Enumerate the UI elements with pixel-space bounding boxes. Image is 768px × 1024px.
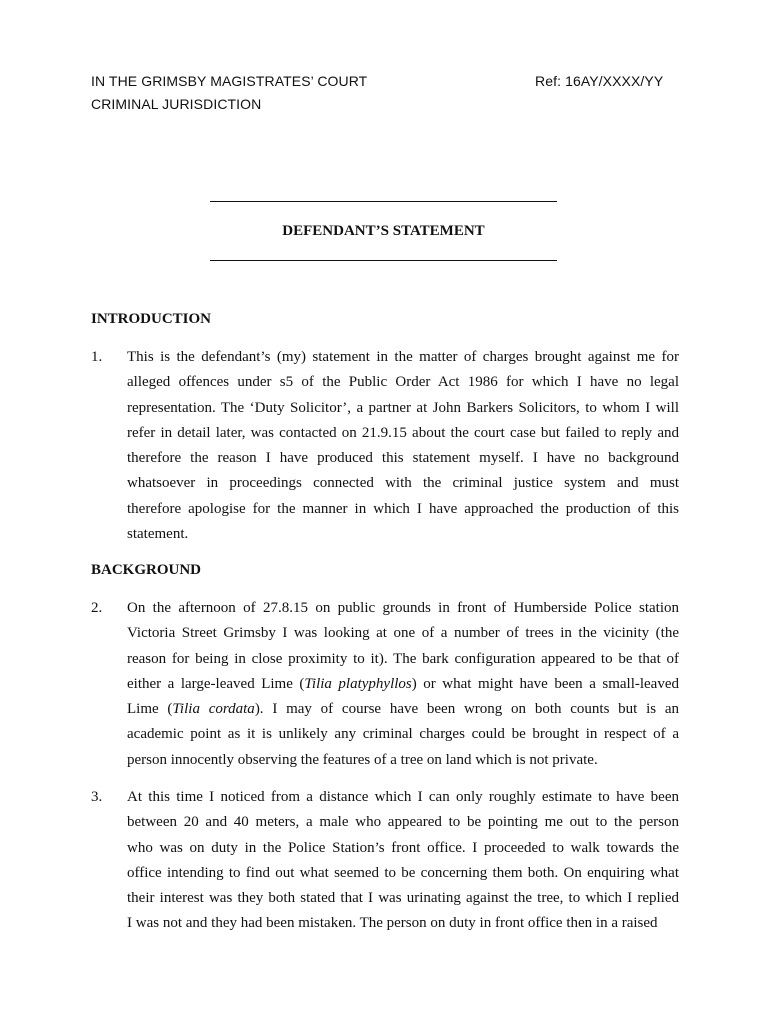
species-name: Tilia cordata [172,701,255,718]
jurisdiction: CRIMINAL JURISDICTION [91,96,262,112]
section-heading-background: BACKGROUND [91,562,202,578]
paragraph-line: Lime (Tilia cordata). I may of course have been wrong on both counts but is an [127,701,680,718]
paragraph-line: who was on duty in the Police Station’s front office. I proceeded to walk towards the [127,839,679,856]
paragraph-line: academic point as it is unlikely any criminal charges could be brought in respect of a [127,726,679,743]
court-name: IN THE GRIMSBY MAGISTRATES’ COURT [91,73,368,89]
paragraph-line: person innocently observing the features of a tree on land which is not private. [127,751,598,768]
paragraph-text [127,596,679,773]
paragraph-text [127,345,679,547]
paragraph-text [127,785,679,937]
paragraph-line: therefore the reason I have produced this statement myself. I have no background [127,450,679,467]
paragraph-line: whatsoever in proceedings connected with the criminal justice system and must [127,475,679,492]
paragraph-line: office intending to find out what seemed to be concerning them both. On enquiring what [127,864,679,881]
paragraph-line: I was not and they had been mistaken. The person on duty in front office then in a raised [127,915,658,932]
case-reference: Ref: 16AY/XXXX/YY [535,73,664,89]
paragraph-line: This is the defendant’s (my) statement in the matter of charges brought against me for [127,349,679,365]
paragraph-line: On the afternoon of 27.8.15 on public grounds in front of Humberside Police station [127,600,679,616]
paragraph-line: refer in detail later, was contacted on 21.9.15 about the court case but failed to reply and [127,424,679,441]
paragraph-line: reason for being in close proximity to it). The bark configuration appeared to be that of [127,650,679,667]
species-name: Tilia platyphyllos [304,675,412,692]
paragraph-line: between 20 and 40 meters, a male who appeared to be pointing me out to the person [127,814,679,831]
paragraph-line: At this time I noticed from a distance which I can only roughly estimate to have been [127,789,679,805]
paragraph-line: their interest was they both stated that I was urinating against the tree, to which I replied [127,890,679,907]
paragraph-number: 3. [91,789,103,805]
title-rule-bottom [210,260,557,261]
paragraph-number: 2. [91,600,103,616]
paragraph-line: Victoria Street Grimsby I was looking at one of a number of trees in the vicinity (the [127,625,679,642]
paragraph-number: 1. [91,349,103,365]
paragraph-line: representation. The ‘Duty Solicitor’, a partner at John Barkers Solicitors, to whom I will [127,399,679,416]
document-title: DEFENDANT’S STATEMENT [282,223,485,239]
paragraph-line: alleged offences under s5 of the Public Order Act 1986 for which I have no legal [127,374,679,391]
paragraph-line: therefore apologise for the manner in which I have approached the production of this [127,500,679,517]
paragraph-line: either a large-leaved Lime (Tilia platyphyllos) or what might have been a small-leaved [127,675,680,692]
paragraph-line: statement. [127,526,189,543]
title-rule-top [210,201,557,202]
section-heading-introduction: INTRODUCTION [91,311,212,327]
